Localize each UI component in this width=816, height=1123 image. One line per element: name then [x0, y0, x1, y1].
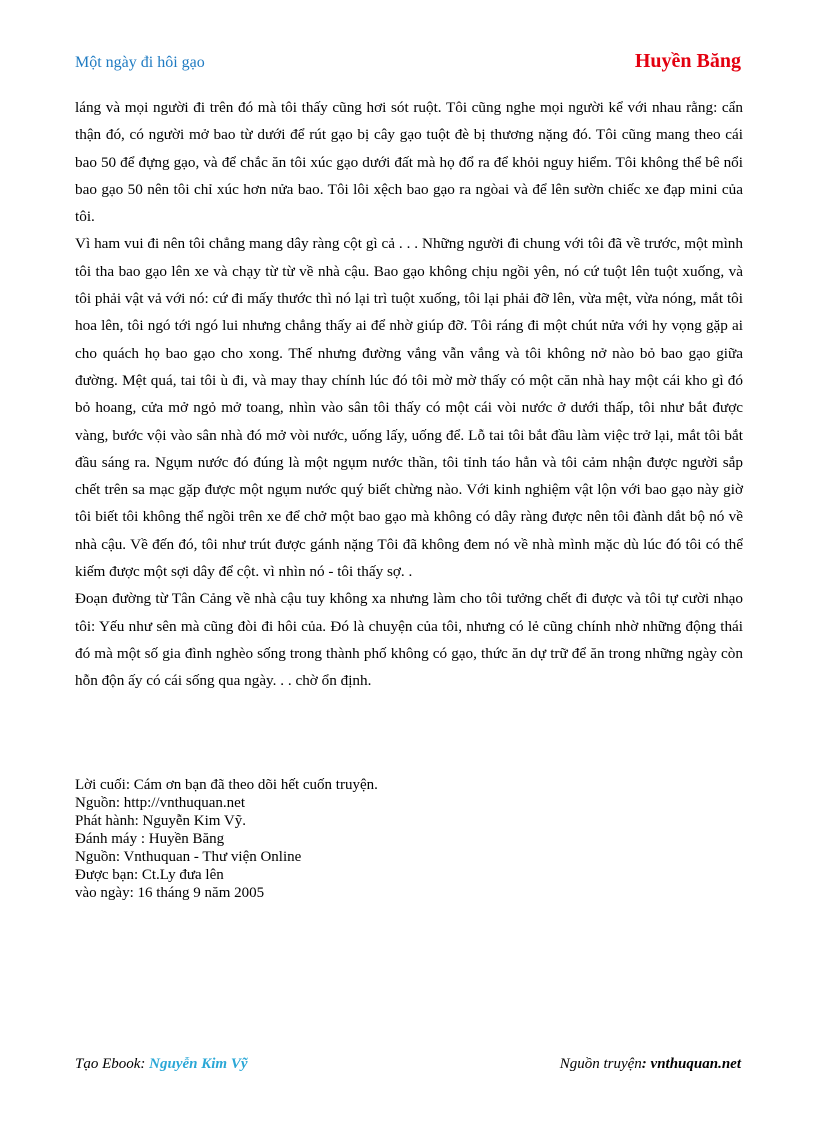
source-label: Nguồn truyện — [559, 1056, 642, 1072]
page-footer — [75, 1056, 741, 1078]
source-site-link[interactable]: vnthuquan.net — [650, 1056, 741, 1072]
ebook-credit — [75, 1056, 248, 1073]
paragraph: Đoạn đường từ Tân Cảng về nhà cậu tuy không xa nhưng làm cho tôi tưởng chết đi được và tôi tự cười nhạo tôi: Yếu như sên mà cũng đòi đi hôi của. Đó là chuyện của tôi, nhưng có lẻ cũng chính nhờ những động thái đó mà một số gia đình nghèo sống trong thành phố không có gạo, thức ăn dự trữ để ăn trong những ngày còn hỗn độn ấy có cái sống qua ngày. . . chờ ổn định. — [75, 590, 743, 690]
paragraph: láng và mọi người đi trên đó mà tôi thấy cũng hơi sót ruột. Tôi cũng nghe mọi người kể với nhau rằng: cẩn thận đó, có người mở bao từ dưới để rút gạo bị cây gạo tuột đè bị thương nặng đó. Tôi cũng mang theo cái bao 50 để đựng gạo, và để chắc ăn tôi xúc gạo dưới đất mà họ đổ ra để khỏi nguy hiểm. Tôi không thể bê nổi bao gạo 50 nên tôi chỉ xúc hơn nửa bao. Tôi lôi xệch bao gạo ra ngòai và để lên sườn chiếc xe đạp mini của tôi. — [75, 99, 743, 226]
paragraph: Vì ham vui đi nên tôi chẳng mang dây ràng cột gì cả . . . Những người đi chung với tôi đã về trước, một mình tôi tha bao gạo lên xe và chạy từ từ về nhà cậu. Bao gạo không chịu ngồi yên, nó cứ tuột lên tuột xuống, và tôi phải vật vả với nó: cứ đi mấy thước thì nó lại trì tuột xuống, tôi lại phải đỡ lên, vừa mệt, vừa nóng, mắt tôi hoa lên, tôi ngó tới ngó lui nhưng chẳng thấy ai để nhờ giúp đỡ. Tôi ráng đi một chút nửa với hy vọng gặp ai cho quách họ bao gạo cho xong. Thế nhưng đường vắng vẫn vắng và tôi không nở nào bỏ bao gạo giữa đường. Mệt quá, tai tôi ù đi, và may thay chính lúc đó tôi mờ mờ thấy có một căn nhà hay một cái kho gì đó bỏ hoang, cửa mở ngỏ mở toang, nhìn vào sân tôi thấy có một cái vòi nước ở dưới thấp, tôi như bắt được vàng, bước vội vào sân nhà đó mở vòi nước, uống lấy, uống để. Lỗ tai tôi bắt đầu làm việc trở lại, mắt tôi bắt đầu sáng ra. Ngụm nước đó đúng là một ngụm nước thần, tôi tỉnh táo hẳn và tôi cảm nhận được người sắp chết trên sa mạc gặp được một ngụm nước quý biết chừng nào. Với kinh nghiệm vật lộn với bao gạo này giờ tôi biết tôi không thể ngồi trên xe để chở một bao gạo mà không có dây ràng được nên tôi đành dắt bộ nó về nhà cậu. Về đến đó, tôi như trút được gánh nặng Tôi đã không đem nó về nhà mình mặc dù lúc đó tôi có thể kiếm được một sợi dây để cột. vì nhìn nó - tôi thấy sợ. . — [75, 235, 743, 581]
source-credit — [560, 1056, 741, 1073]
story-body — [75, 94, 743, 695]
ebook-label: Tạo Ebook — [75, 1056, 141, 1072]
source-separator: : — [641, 1056, 651, 1072]
story-author: Huyền Băng — [634, 50, 741, 72]
credits-source-url: Nguồn: http://vnthuquan.net — [75, 795, 245, 811]
ebook-creator-name: Nguyễn Kim Vỹ — [149, 1056, 248, 1072]
ebook-separator: : — [140, 1056, 150, 1072]
credits-block — [75, 776, 378, 902]
credits-typist: Đánh máy : Huyền Băng — [75, 831, 225, 847]
page-header — [75, 50, 741, 76]
credits-uploader: Được bạn: Ct.Ly đưa lên — [75, 867, 224, 883]
credits-closing-line: Lời cuối: Cám ơn bạn đã theo dõi hết cuốn truyện. — [75, 777, 378, 793]
credits-publisher: Phát hành: Nguyễn Kim Vỹ. — [75, 813, 246, 829]
story-title: Một ngày đi hôi gạo — [75, 54, 205, 71]
credits-source: Nguồn: Vnthuquan - Thư viện Online — [75, 849, 302, 865]
credits-date: vào ngày: 16 tháng 9 năm 2005 — [75, 885, 265, 901]
